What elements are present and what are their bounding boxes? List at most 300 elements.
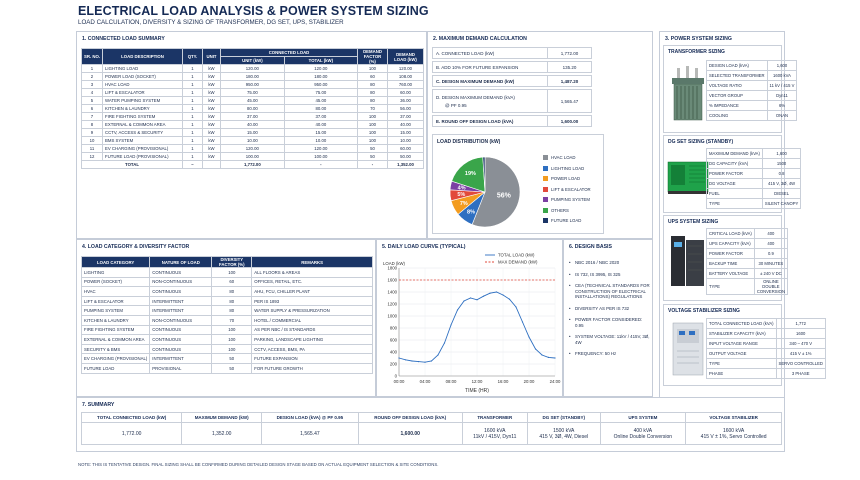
- cell-unit: kW: [203, 137, 221, 145]
- data-point: [476, 299, 477, 300]
- ups-table: [706, 228, 788, 295]
- ups-image: [667, 234, 707, 290]
- cell-category: EXTERNAL & COMMON AREA: [82, 335, 150, 345]
- design-basis-panel: [563, 239, 653, 397]
- summary-value: [182, 423, 262, 445]
- cell-unit-kw: 120.00: [221, 65, 285, 73]
- cell-category: KITCHEN & LAUNDRY: [82, 315, 150, 325]
- data-point: [418, 361, 419, 362]
- summary-value-line2: 11kV / 415V, Dyn11: [473, 433, 517, 440]
- cell-unit: kW: [203, 121, 221, 129]
- cell-unit: kW: [203, 153, 221, 161]
- table-row: [707, 319, 826, 329]
- param-label: BATTERY VOLTAGE: [707, 269, 755, 279]
- legend-label: PUMPING SYSTEM: [551, 197, 590, 202]
- data-point: [554, 357, 555, 358]
- cell-qty: 1: [183, 89, 203, 97]
- summary-value: [600, 423, 686, 445]
- design-basis-item: • IS 732, IS 3995, IS 325: [569, 272, 651, 278]
- section-title: 2. MAXIMUM DEMAND CALCULATION: [433, 36, 527, 42]
- cell-nature: CONTINUOUS: [150, 335, 212, 345]
- summary-value: [262, 423, 359, 445]
- data-point: [457, 309, 458, 310]
- param-label: VECTOR GROUP: [707, 91, 768, 101]
- table-row: [707, 259, 788, 269]
- summary-value-line1: 400 kVA: [633, 427, 653, 434]
- cell-total-kw: 40.00: [284, 121, 357, 129]
- table-row: [82, 335, 373, 345]
- cell-qty: 1: [183, 145, 203, 153]
- summary-header: DG SET (STANDBY): [527, 413, 600, 423]
- param-value: 415 V, 3Ø, 4W: [762, 179, 800, 189]
- cell-dl: 37.00: [388, 113, 424, 121]
- param-value: 1500: [762, 159, 800, 169]
- param-value: 3 PHASE: [776, 369, 825, 379]
- cell-desc: KITCHEN & LAUNDRY: [103, 105, 183, 113]
- table-row: [82, 325, 373, 335]
- cell-total-kw: 10.00: [284, 137, 357, 145]
- cell-dl: 36.00: [388, 97, 424, 105]
- legend-label: OTHERS: [551, 207, 569, 213]
- summary-value-line1: 1600 kVA: [722, 427, 745, 434]
- table-row: [707, 189, 801, 199]
- cell-dl: 120.00: [388, 65, 424, 73]
- cell-nature: INTERMITTENT: [150, 354, 212, 364]
- design-basis-item: • POWER FACTOR CONSIDERED: 0.95: [569, 317, 651, 328]
- legend-swatch: [543, 155, 548, 160]
- cell-unit: kW: [203, 105, 221, 113]
- cell-sr: 12: [82, 153, 103, 161]
- cell-df: 80: [358, 81, 388, 89]
- data-point: [535, 348, 536, 349]
- cell-unit: kW: [203, 97, 221, 105]
- cell-qty: 1: [183, 105, 203, 113]
- cell-desc: FUTURE LOAD (PROVISIONAL): [103, 153, 183, 161]
- section-title: 4. LOAD CATEGORY & DIVERSITY FACTOR: [82, 244, 190, 250]
- ups-title: UPS SYSTEM SIZING: [668, 219, 719, 225]
- cell-qty: 1: [183, 113, 203, 121]
- table-row: [82, 137, 424, 145]
- param-label: SELECTED TRANSFORMER: [707, 71, 768, 81]
- cell-diversity: 100: [212, 335, 252, 345]
- load-distribution-box: [432, 134, 604, 234]
- cell-remarks: OFFICES, RETAIL, ETC.: [252, 277, 373, 287]
- x-tick-label: 00:00: [393, 379, 405, 384]
- param-label: INPUT VOLTAGE RANGE: [707, 339, 777, 349]
- col-df: DEMAND FACTOR (%): [358, 49, 388, 65]
- table-row: [707, 359, 826, 369]
- summary-value-line1: 1500 kVA: [553, 427, 575, 434]
- legend-item: [543, 218, 581, 223]
- cell-category: SECURITY & BMS: [82, 344, 150, 354]
- data-point: [515, 306, 516, 307]
- cell-df: 50: [358, 153, 388, 161]
- cell-desc: HVAC LOAD: [103, 81, 183, 89]
- param-label: FUEL: [707, 189, 763, 199]
- cell-unit-kw: 45.00: [221, 97, 285, 105]
- cell-sr: 8: [82, 121, 103, 129]
- cell-total-kw: 180.00: [284, 73, 357, 81]
- md-row-a: A. CONNECTED LOAD (kW) 1,772.00: [432, 47, 592, 59]
- cell-desc: WATER PUMPING SYSTEM: [103, 97, 183, 105]
- cell-unit-kw: 37.00: [221, 113, 285, 121]
- md-row-d: D. DESIGN MAXIMUM DEMAND (kVA) @ PF 0.95 1,565.47: [432, 89, 592, 113]
- param-label: DESIGN LOAD (kVA): [707, 61, 768, 71]
- cell-diversity: 80: [212, 306, 252, 316]
- cell-nature: INTERMITTENT: [150, 306, 212, 316]
- connected-load-table: [81, 48, 424, 169]
- table-row: [82, 153, 424, 161]
- cell-sr: 7: [82, 113, 103, 121]
- param-value: 0.9: [754, 249, 787, 259]
- param-label: TYPE: [707, 199, 763, 209]
- table-row: [82, 65, 424, 73]
- cell-df: 100: [358, 113, 388, 121]
- cell-desc: POWER LOAD (SOCKET): [103, 73, 183, 81]
- pie-slice-label: 8%: [467, 209, 475, 216]
- cell-sr: 3: [82, 81, 103, 89]
- diversity-table: [81, 256, 373, 374]
- load-curve-panel: [376, 239, 563, 397]
- cell-df: 80: [358, 89, 388, 97]
- col-total-kw: TOTAL (kW): [284, 57, 357, 65]
- cell-total-kw: 45.00: [284, 97, 357, 105]
- legend-swatch: [543, 166, 548, 171]
- table-row: [707, 229, 788, 239]
- summary-header: UPS SYSTEM: [600, 413, 686, 423]
- summary-value-line2: 415 V ± 1%, Servo Controlled: [700, 433, 767, 440]
- cell-sr: 11: [82, 145, 103, 153]
- cell-total-kw: 75.00: [284, 89, 357, 97]
- pie-slice-label: 7%: [459, 200, 468, 207]
- cell-df: 80: [358, 97, 388, 105]
- y-tick-label: 200: [389, 361, 397, 367]
- param-value: 6%: [767, 101, 797, 111]
- param-label: POWER FACTOR: [707, 249, 755, 259]
- design-basis-item: • SYSTEM VOLTAGE: 11kV / 415V, 3Ø, 4W: [569, 334, 651, 345]
- cell-remarks: HOTEL / COMMERCIAL: [252, 315, 373, 325]
- summary-value-line1: 1600 kVA: [484, 427, 506, 434]
- cell-dl: 108.00: [388, 73, 424, 81]
- dg-set-image: [667, 156, 709, 196]
- col-diversity: DIVERSITY FACTOR (%): [212, 257, 252, 268]
- data-point: [424, 362, 425, 363]
- data-point: [398, 357, 399, 358]
- param-value: ± 240 V DC: [754, 269, 787, 279]
- dg-table: [706, 148, 801, 209]
- cell-unit-kw: 40.00: [221, 121, 285, 129]
- cell-desc: EV CHARGING (PROVISIONAL): [103, 145, 183, 153]
- cell-qty: 1: [183, 73, 203, 81]
- table-row: [82, 73, 424, 81]
- cell-total-kw: 15.00: [284, 129, 357, 137]
- section-title: 6. DESIGN BASIS: [569, 244, 612, 250]
- cell-nature: CONTINUOUS: [150, 268, 212, 278]
- data-point: [496, 291, 497, 292]
- table-row: [82, 277, 373, 287]
- cell-unit: kW: [203, 129, 221, 137]
- y-tick-label: 600: [389, 337, 397, 343]
- cell-unit-kw: 950.00: [221, 81, 285, 89]
- cell-desc: LIGHTING LOAD: [103, 65, 183, 73]
- x-tick-label: 20:00: [523, 379, 535, 384]
- param-value: 0.8: [762, 169, 800, 179]
- cell-unit-kw: 100.00: [221, 153, 285, 161]
- cell-remarks: PER IS 1893: [252, 296, 373, 306]
- design-basis-item: • FREQUENCY: 50 Hz: [569, 351, 651, 357]
- param-label: VOLTAGE RATIO: [707, 81, 768, 91]
- section-title: 5. DAILY LOAD CURVE (TYPICAL): [382, 244, 466, 250]
- pie-slice-label: 5%: [457, 192, 466, 199]
- summary-value-line1: 1,352.00: [211, 430, 232, 437]
- table-row: [707, 101, 797, 111]
- param-value: 11 kV / 415 V: [767, 81, 797, 91]
- col-category: LOAD CATEGORY: [82, 257, 150, 268]
- y-tick-label: 800: [389, 325, 397, 331]
- param-value: DIESEL: [762, 189, 800, 199]
- cell-nature: CONTINUOUS: [150, 344, 212, 354]
- param-label: % IMPEDANCE: [707, 101, 768, 111]
- total-dl: 1,352.00: [388, 161, 424, 169]
- summary-header: MAXIMUM DEMAND (kW): [182, 413, 262, 423]
- cell-sr: 10: [82, 137, 103, 145]
- x-tick-label: 08:00: [445, 379, 457, 384]
- cell-qty: 1: [183, 81, 203, 89]
- cell-category: POWER (SOCKET): [82, 277, 150, 287]
- cell-sr: 1: [82, 65, 103, 73]
- param-value: Dyn11: [767, 91, 797, 101]
- summary-value: [686, 423, 782, 445]
- param-value: 1600 kVA: [767, 71, 797, 81]
- data-point: [528, 336, 529, 337]
- summary-value: [527, 423, 600, 445]
- table-row: [82, 89, 424, 97]
- col-connected: CONNECTED LOAD: [221, 49, 358, 57]
- cell-desc: LIFT & ESCALATOR: [103, 89, 183, 97]
- stabilizer-sizing: [663, 304, 823, 386]
- pie-slice-label: 4%: [457, 185, 466, 192]
- param-label: POWER FACTOR: [707, 169, 763, 179]
- pie-slice-label: 56%: [496, 192, 511, 200]
- cell-nature: PROVISIONAL: [150, 363, 212, 373]
- param-label: OUTPUT VOLTAGE: [707, 349, 777, 359]
- summary-table: [81, 412, 782, 445]
- param-value: 1,600: [767, 61, 797, 71]
- table-row: [82, 344, 373, 354]
- cell-desc: CCTV, ACCESS & SECURITY: [103, 129, 183, 137]
- data-point: [444, 342, 445, 343]
- cell-remarks: ALL FLOORS & AREAS: [252, 268, 373, 278]
- connected-load-panel: [76, 31, 427, 239]
- summary-value-line2: Online Double Conversion: [613, 433, 673, 440]
- data-point: [450, 324, 451, 325]
- table-row: [707, 169, 801, 179]
- cell-dl: 56.00: [388, 105, 424, 113]
- param-value: 340 – 470 V: [776, 339, 825, 349]
- data-point: [483, 296, 484, 297]
- cell-diversity: 100: [212, 344, 252, 354]
- design-basis-item: • CEA (TECHNICAL STANDARDS FOR CONSTRUCTION OF ELECTRICAL INSTALLATIONS) REGULATIONS: [569, 283, 651, 300]
- table-total-row: [82, 161, 424, 169]
- document-page: [70, 0, 823, 480]
- cell-qty: 1: [183, 97, 203, 105]
- table-row: [82, 105, 424, 113]
- y-tick-label: 1000: [387, 313, 397, 319]
- stabilizer-image: [667, 321, 707, 377]
- cell-remarks: FUTURE EXPANSION: [252, 354, 373, 364]
- cell-diversity: 100: [212, 325, 252, 335]
- param-value: 1,600: [762, 149, 800, 159]
- legend-swatch: [543, 176, 548, 181]
- cell-total-kw: 120.00: [284, 145, 357, 153]
- cell-category: EV CHARGING (PROVISIONAL): [82, 354, 150, 364]
- col-remarks: REMARKS: [252, 257, 373, 268]
- param-value: SILENT CANOPY: [762, 199, 800, 209]
- cell-dl: 50.00: [388, 153, 424, 161]
- table-row: [707, 159, 801, 169]
- cell-unit: kW: [203, 81, 221, 89]
- cell-df: 50: [358, 145, 388, 153]
- legend-label: FUTURE LOAD: [551, 218, 582, 223]
- ups-sizing: [663, 215, 785, 301]
- cell-qty: 1: [183, 65, 203, 73]
- table-row: [82, 113, 424, 121]
- data-point: [463, 300, 464, 301]
- summary-header: VOLTAGE STABILIZER: [686, 413, 782, 423]
- cell-unit-kw: 120.00: [221, 145, 285, 153]
- table-row: [707, 71, 797, 81]
- col-unit-kw: UNIT (kW): [221, 57, 285, 65]
- x-tick-label: 04:00: [419, 379, 431, 384]
- param-label: DG VOLTAGE: [707, 179, 763, 189]
- table-row: [707, 279, 788, 295]
- y-tick-label: 0: [394, 373, 397, 379]
- summary-value-line1: 1,600.00: [400, 430, 420, 437]
- data-point: [405, 359, 406, 360]
- cell-category: LIGHTING: [82, 268, 150, 278]
- param-value: 415 V ± 1%: [776, 349, 825, 359]
- md-row-e: E. ROUND OFF DESIGN LOAD (kVA) 1,600.00: [432, 115, 592, 127]
- y-tick-label: 1600: [387, 277, 397, 283]
- col-unit: UNIT: [203, 49, 221, 65]
- cell-df: 100: [358, 65, 388, 73]
- cell-unit-kw: 180.00: [221, 73, 285, 81]
- cell-category: FIRE FIGHTING SYSTEM: [82, 325, 150, 335]
- param-value: 400: [754, 229, 787, 239]
- data-point: [548, 357, 549, 358]
- y-tick-label: 1800: [387, 265, 397, 271]
- cell-sr: 9: [82, 129, 103, 137]
- table-row: [707, 249, 788, 259]
- page-title: ELECTRICAL LOAD ANALYSIS & POWER SYSTEM SIZING: [78, 4, 429, 18]
- table-row: [82, 363, 373, 373]
- design-basis-item: • NBC 2016 / NBC 2020: [569, 260, 651, 266]
- cell-category: HVAC: [82, 287, 150, 297]
- cell-qty: 1: [183, 121, 203, 129]
- section-title: 1. CONNECTED LOAD SUMMARY: [82, 36, 165, 42]
- summary-value: [462, 423, 527, 445]
- cell-df: 100: [358, 121, 388, 129]
- col-qty: QTY.: [183, 49, 203, 65]
- cell-qty: 1: [183, 137, 203, 145]
- summary-header: TOTAL CONNECTED LOAD (kW): [82, 413, 182, 423]
- legend-swatch: [543, 208, 548, 213]
- table-row: [82, 315, 373, 325]
- cell-remarks: PARKING, LANDSCAPE LIGHTING: [252, 335, 373, 345]
- cell-desc: FIRE FIGHTING SYSTEM: [103, 113, 183, 121]
- data-point: [509, 299, 510, 300]
- param-label: PHASE: [707, 369, 777, 379]
- summary-value: [358, 423, 462, 445]
- cell-dl: 760.00: [388, 81, 424, 89]
- cell-dl: 60.00: [388, 145, 424, 153]
- summary-value-line2: 415 V, 3Ø, 4W, Diesel: [539, 433, 589, 440]
- cell-remarks: WATER SUPPLY & PRESSURIZATION: [252, 306, 373, 316]
- legend-label: LIFT & ESCALATOR: [551, 186, 591, 192]
- param-label: UPS CAPACITY (kVA): [707, 239, 755, 249]
- table-row: [82, 121, 424, 129]
- cell-diversity: 80: [212, 287, 252, 297]
- param-label: TYPE: [707, 279, 755, 295]
- table-row: [707, 339, 826, 349]
- col-nature: NATURE OF LOAD: [150, 257, 212, 268]
- page-subtitle: LOAD CALCULATION, DIVERSITY & SIZING OF TRANSFORMER, DG SET, UPS, STABILIZER: [78, 19, 344, 26]
- cell-unit-kw: 10.00: [221, 137, 285, 145]
- summary-panel: [76, 397, 785, 452]
- cell-desc: EXTERNAL & COMMON AREA: [103, 121, 183, 129]
- data-point: [502, 294, 503, 295]
- data-point: [489, 293, 490, 294]
- summary-header: TRANSFORMER: [462, 413, 527, 423]
- cell-category: LIFT & ESCALATOR: [82, 296, 150, 306]
- cell-unit: kW: [203, 145, 221, 153]
- legend-item: [543, 176, 580, 181]
- table-row: [707, 239, 788, 249]
- table-row: [82, 97, 424, 105]
- table-row: [707, 91, 797, 101]
- total-unit: [203, 161, 221, 169]
- cell-sr: 6: [82, 105, 103, 113]
- legend-label: TOTAL LOAD (kW): [498, 252, 535, 258]
- summary-header: ROUND OFF DESIGN LOAD (kVA): [358, 413, 462, 423]
- cell-unit: kW: [203, 113, 221, 121]
- cell-df: 100: [358, 129, 388, 137]
- total-df: -: [358, 161, 388, 169]
- footer-note: NOTE: THIS IS TENTATIVE DESIGN. FINAL SIZING SHALL BE CONFIRMED DURING DETAILED DESIGN STAGE BASED ON ACTUAL EQUIPMENT SELECTION & SITE CONDITIONS.: [78, 462, 439, 467]
- cell-total-kw: 37.00: [284, 113, 357, 121]
- table-row: [707, 349, 826, 359]
- param-value: 400: [754, 239, 787, 249]
- legend-swatch: [543, 187, 548, 192]
- total-label: TOTAL: [82, 161, 183, 169]
- table-row: [707, 179, 801, 189]
- data-point: [470, 297, 471, 298]
- y-axis-label: LOAD (kW): [383, 261, 405, 266]
- cell-df: 60: [358, 73, 388, 81]
- param-label: TYPE: [707, 359, 777, 369]
- param-label: TOTAL CONNECTED LOAD (kVA): [707, 319, 777, 329]
- cell-qty: 1: [183, 129, 203, 137]
- x-axis-label: TIME (HR): [465, 388, 489, 394]
- cell-category: PUMPING SYSTEM: [82, 306, 150, 316]
- table-row: [82, 306, 373, 316]
- md-row-b: B. ADD 10% FOR FUTURE EXPANSION 135.20: [432, 61, 592, 73]
- cell-diversity: 50: [212, 354, 252, 364]
- cell-dl: 60.00: [388, 89, 424, 97]
- max-demand-panel: [427, 31, 653, 239]
- x-tick-label: 16:00: [497, 379, 509, 384]
- cell-diversity: 80: [212, 296, 252, 306]
